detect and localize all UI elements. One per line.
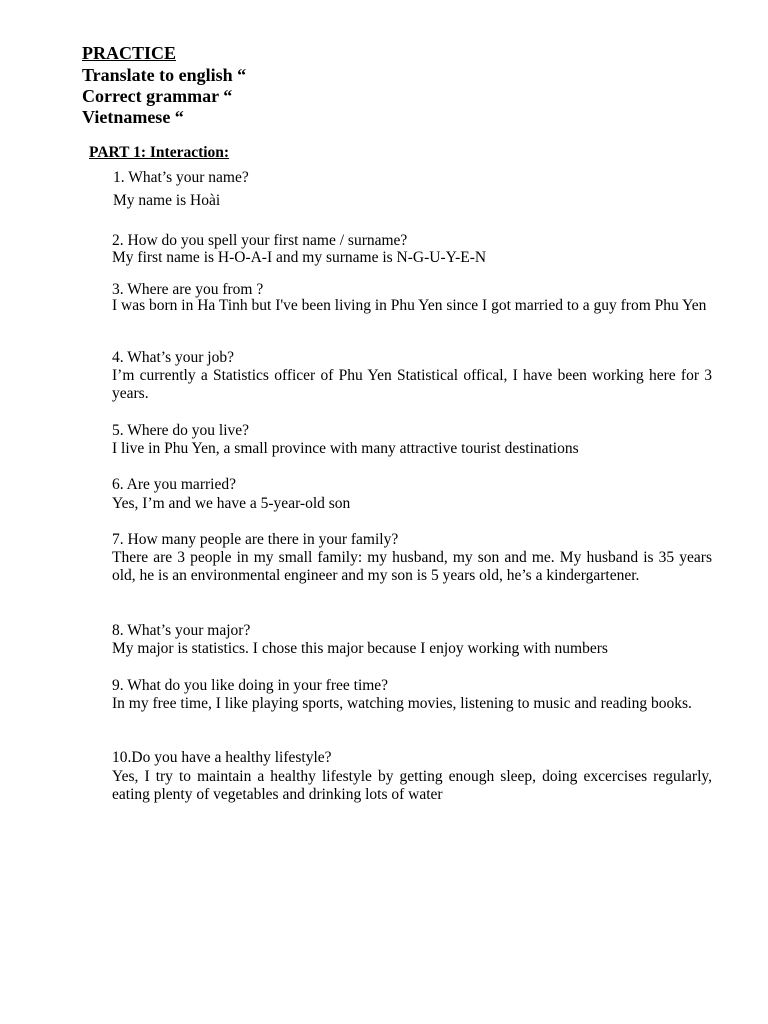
instruction-grammar: Correct grammar “	[82, 86, 233, 106]
instruction-vietnamese: Vietnamese “	[82, 107, 184, 127]
answer-10: Yes, I try to maintain a healthy lifestyle by getting enough sleep, doing excercises regularly, eating plenty of vegetables and drinking lots of water	[112, 768, 712, 803]
question-1: 1. What’s your name?	[113, 169, 249, 186]
answer-7: There are 3 people in my small family: my husband, my son and me. My husband is 35 years old, he is an environmental engineer and my son is 5 years old, he’s a kindergartener.	[112, 549, 712, 584]
answer-8: My major is statistics. I chose this major because I enjoy working with numbers	[112, 640, 608, 657]
question-7: 7. How many people are there in your family?	[112, 531, 399, 548]
instruction-translate: Translate to english “	[82, 65, 247, 85]
question-9: 9. What do you like doing in your free time?	[112, 677, 389, 694]
question-10: 10.Do you have a healthy lifestyle?	[112, 749, 332, 766]
answer-3: I was born in Ha Tinh but I've been living in Phu Yen since I got married to a guy from Phu Yen	[112, 297, 707, 314]
answer-4: I’m currently a Statistics officer of Phu Yen Statistical offical, I have been working here for 3 years.	[112, 367, 712, 402]
answer-6: Yes, I’m and we have a 5-year-old son	[112, 495, 351, 512]
question-8: 8. What’s your major?	[112, 622, 251, 639]
question-2: 2. How do you spell your first name / surname?	[112, 232, 408, 249]
part1-title: PART 1: Interaction:	[89, 144, 230, 161]
question-6: 6. Are you married?	[112, 476, 236, 493]
answer-2: My first name is H-O-A-I and my surname is N-G-U-Y-E-N	[112, 249, 487, 266]
question-3: 3. Where are you from ?	[112, 281, 264, 298]
question-5: 5. Where do you live?	[112, 422, 250, 439]
question-4: 4. What’s your job?	[112, 349, 234, 366]
answer-1: My name is Hoài	[113, 192, 221, 209]
answer-9: In my free time, I like playing sports, watching movies, listening to music and reading books.	[112, 695, 692, 712]
answer-5: I live in Phu Yen, a small province with many attractive tourist destinations	[112, 440, 579, 457]
document-title: PRACTICE	[82, 43, 177, 63]
